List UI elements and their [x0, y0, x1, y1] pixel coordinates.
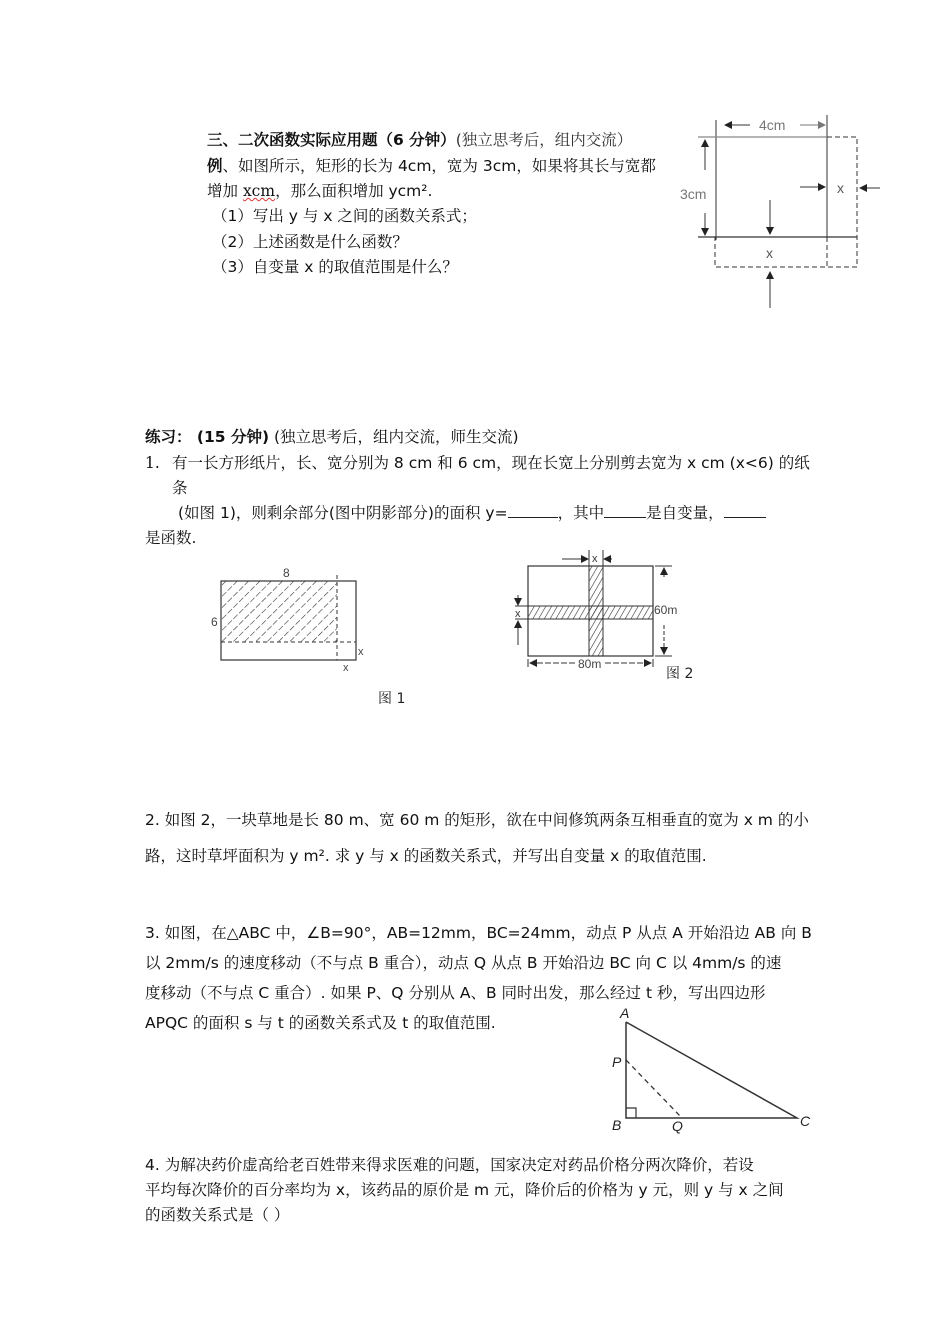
- area-answer-blank[interactable]: [508, 503, 558, 518]
- example-line-1: [207, 156, 656, 176]
- vertex-c-label: C: [800, 1113, 811, 1129]
- length-label: 4cm: [759, 117, 786, 133]
- q4-line-1: 4. 为解决药价虚高给老百姓带来得求医难的问题，国家决定对药品价格分两次降价，若设: [145, 1156, 754, 1174]
- question-1: （1）写出 y 与 x 之间的函数关系式；: [212, 207, 477, 225]
- q3-line-2: 以 2mm/s 的速度移动（不与点 B 重合），动点 Q 从点 B 开始沿边 BC 向 C 以 4mm/s 的速: [145, 954, 782, 972]
- fig2-top-x: x: [592, 553, 598, 565]
- fig2-right-label: 60m: [654, 603, 678, 617]
- q4-line-3: 的函数关系式是（ ）: [145, 1206, 290, 1224]
- practice-note: (独立思考后，组内交流，师生交流): [269, 428, 519, 446]
- fig1-bottom-x: x: [343, 662, 349, 674]
- q1-line-2: 条: [172, 479, 188, 497]
- q1-line-4: 是函数.: [145, 529, 197, 547]
- q1-number: 1.: [145, 454, 160, 472]
- example-var-xcm: xcm: [242, 182, 276, 200]
- question-2: （2）上述函数是什么函数？: [212, 233, 408, 251]
- q2-line-2: 路，这时草坪面积为 y m². 求 y 与 x 的函数关系式，并写出自变量 x 的取值范围.: [145, 847, 707, 865]
- independent-variable-blank[interactable]: [604, 503, 646, 518]
- section3-note: (独立思考后，组内交流）: [455, 131, 633, 149]
- q1-line-1: 有一长方形纸片，长、宽分别为 8 cm 和 6 cm，现在长宽上分别剪去宽为 x cm (x<6) 的纸: [172, 454, 810, 472]
- practice-heading: [145, 427, 519, 447]
- point-p-label: P: [612, 1054, 622, 1070]
- fig1-left-label: 6: [211, 615, 218, 629]
- example-line-2: [207, 181, 432, 201]
- example-label: 例: [207, 157, 223, 175]
- q3-line-3: 度移动（不与点 C 重合）. 如果 P、Q 分别从 A、B 同时出发，那么经过 t 秒，写出四边形: [145, 984, 766, 1002]
- q2-line-1: 2. 如图 2，一块草地是长 80 m、宽 60 m 的矩形，欲在中间修筑两条互相垂直的宽为 x m 的小: [145, 811, 809, 829]
- q1-text-3b: ，其中: [557, 504, 605, 522]
- question-3: （3）自变量 x 的取值范围是什么？: [212, 258, 458, 276]
- example-text-2b: ，那么面积增加 ycm².: [275, 182, 433, 200]
- function-blank[interactable]: [724, 503, 766, 518]
- x-right-label: x: [837, 180, 844, 196]
- fig1-right-x: x: [358, 646, 364, 658]
- example-text-1: 、如图所示，矩形的长为 4cm，宽为 3cm，如果将其长与宽都: [222, 157, 656, 175]
- q4-line-2: 平均每次降价的百分率均为 x，该药品的原价是 m 元，降价后的价格为 y 元，则 y 与 x 之间: [145, 1181, 784, 1199]
- point-q-label: Q: [672, 1118, 683, 1134]
- q1-text-3c: 是自变量，: [646, 504, 724, 522]
- fig1-top-label: 8: [283, 566, 290, 580]
- vertex-a-label: A: [620, 1005, 630, 1021]
- q1-line-3: [178, 503, 766, 523]
- practice-title: 练习： (15 分钟): [145, 428, 270, 446]
- section3-title: 三、二次函数实际应用题（6 分钟）: [207, 131, 456, 149]
- vertex-b-label: B: [612, 1117, 622, 1133]
- q3-line-4: APQC 的面积 s 与 t 的函数关系式及 t 的取值范围.: [145, 1014, 496, 1032]
- section3-heading: [207, 130, 632, 150]
- fig2-left-x: x: [515, 608, 521, 620]
- figure-1-paper-strips: [190, 560, 410, 710]
- triangle-abc-figure: [600, 1000, 830, 1140]
- figure-1-caption: 图 1: [378, 691, 406, 707]
- width-label: 3cm: [680, 186, 707, 202]
- q3-line-1: 3. 如图，在△ABC 中，∠B=90°，AB=12mm，BC=24mm，动点 P 从点 A 开始沿边 AB 向 B: [145, 924, 812, 942]
- fig2-bottom-label: 80m: [578, 657, 602, 671]
- example-text-2a: 增加: [207, 182, 243, 200]
- x-bottom-label: x: [766, 245, 773, 261]
- q1-text-3a: (如图 1)，则剩余部分(图中阴影部分)的面积 y=: [178, 504, 508, 522]
- figure-2-caption: 图 2: [666, 666, 694, 682]
- rectangle-expansion-figure: [680, 100, 880, 320]
